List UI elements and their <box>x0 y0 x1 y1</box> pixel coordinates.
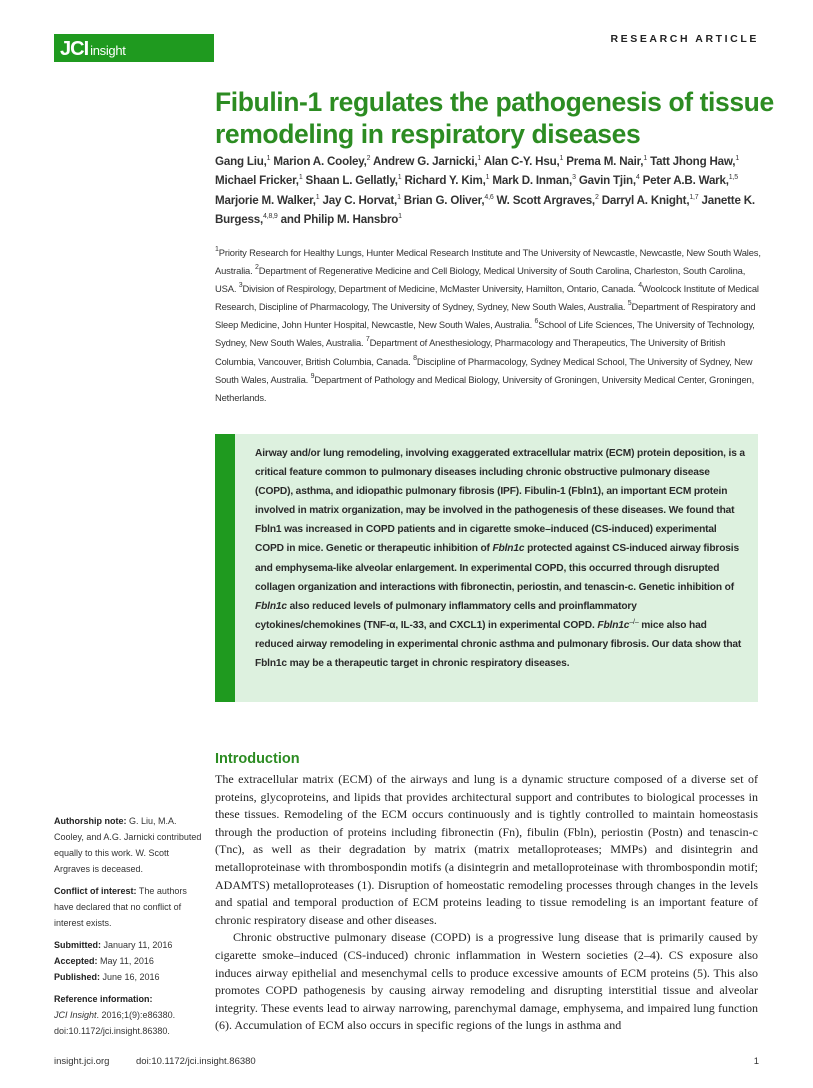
author: Peter A.B. Wark, <box>642 174 729 188</box>
label: Conflict of interest: <box>54 886 137 896</box>
jci-insight-logo <box>54 34 214 62</box>
author: Richard Y. Kim, <box>404 174 486 188</box>
affiliation-number: 3 <box>238 282 243 290</box>
affiliation: Woolcock Institute of Medical Research, Discipline of Pharmacology, The University of Sydney, Sydney, New South Wales, Australia. <box>215 283 759 313</box>
abstract-box <box>215 434 758 702</box>
author-affiliation-mark: 2 <box>366 155 371 162</box>
author-affiliation-mark: 4,8,9 <box>263 212 278 220</box>
author-affiliation-mark: 1 <box>735 155 740 162</box>
author-affiliation-mark: 1 <box>485 174 490 182</box>
genotype-superscript: –/– <box>629 618 639 626</box>
author: W. Scott Argraves, <box>496 193 595 207</box>
abstract-segment: also reduced levels of pulmonary inflammatory cells and proinflammatory cytokines/chemokines (TNF-α, IL-33, and CXCL1) in experimental COPD. <box>255 600 637 631</box>
author-affiliation-mark: 1 <box>397 174 402 182</box>
logo-jci: JCI <box>60 38 89 60</box>
affiliation-number: 7 <box>365 336 370 344</box>
author: Prema M. Nair, <box>566 155 644 168</box>
introduction-heading: Introduction <box>215 751 300 767</box>
affiliation: Discipline of Pharmacology, Sydney Medical School, The University of Sydney, New South Wales, Australia. <box>215 355 753 385</box>
author-affiliation-mark: 1 <box>559 155 564 162</box>
author-affiliation-mark: 1 <box>398 212 402 220</box>
affiliation-number: 5 <box>627 300 632 308</box>
author-affiliation-mark: 1,5 <box>728 174 738 182</box>
author-affiliation-mark: 1 <box>266 155 271 162</box>
affiliation: School of Life Sciences, The University of Technology, Sydney, New South Wales, Australia. <box>215 319 755 349</box>
author-affiliation-mark: 4,6 <box>484 193 494 201</box>
author: Alan C-Y. Hsu, <box>483 155 560 168</box>
author: Mark D. Inman, <box>492 174 573 188</box>
author: Gavin Tjin, <box>578 174 636 188</box>
label: Authorship note: <box>54 816 127 826</box>
journal-url[interactable]: insight.jci.org <box>54 1056 110 1067</box>
author: Darryl A. Knight, <box>601 193 690 207</box>
footer-doi[interactable]: doi:10.1172/jci.insight.86380 <box>136 1056 256 1067</box>
abstract-segment: mice also had reduced airway remodeling in experimental chronic asthma and pulmonary fibrosis. Our data show that Fbln1c may be a therapeutic target in chronic respiratory diseases. <box>255 619 742 670</box>
gene-name: Fbln1c <box>255 600 287 612</box>
author-affiliation-mark: 1 <box>397 193 401 201</box>
affiliation: Department of Respiratory and Sleep Medicine, John Hunter Hospital, Newcastle, New South Wales, Australia. <box>215 301 756 331</box>
affiliation-number: 8 <box>413 354 417 362</box>
author-affiliation-mark: 1 <box>298 174 303 182</box>
author: Janette K. Burgess, <box>215 193 755 226</box>
page-number: 1 <box>753 1056 759 1067</box>
author-affiliation-mark: 1,7 <box>689 193 699 201</box>
affiliation: Priority Research for Healthy Lungs, Hunter Medical Research Institute and The University of Newcastle, Newcastle, New South Wales, Australia. <box>215 247 761 277</box>
paragraph: The extracellular matrix (ECM) of the airways and lung is a dynamic structure composed of a diverse set of proteins, glycoproteins, and lipids that provides architectural support and contributes to biological processes in these tissues. Remodeling of the ECM occurs continuously and is tightly controlled to maintain homeostasis through the production of proteins including fibronectin (Fn), fibulin (Fbln), periostin (Postn) and tenascin-c (Tnc), as well as their degradation by matrix (matrix metalloproteases; MMPs) and disintegrin and metalloproteinase with thrombospondin motifs (a disintegrin and metalloproteinase with thrombospondin motif; ADAMTS) metalloproteases (1). Disruption of homeostatic remodeling processes through changes in the levels and spatial and temporal production of ECM proteins leading to tissue remodeling is an important feature of chronic respiratory disease and other diseases. <box>215 772 758 927</box>
author: Marjorie M. Walker, <box>215 193 316 207</box>
conflict-of-interest <box>54 883 204 931</box>
label: Accepted: <box>54 956 98 966</box>
published-date: June 16, 2016 <box>100 972 160 982</box>
author-affiliation-mark: 1 <box>315 193 320 201</box>
submitted-date: January 11, 2016 <box>101 940 173 950</box>
affiliations <box>215 244 763 407</box>
journal-name: JCI Insight <box>54 1010 97 1020</box>
author: Gang Liu, <box>215 155 267 168</box>
abstract-segment: protected against CS-induced airway fibrosis and emphysema-like alveolar enlargement. In experimental COPD, this occurred through disrupted collagen organization and interactions with fibronectin, periostin, and tenascin-c. Genetic inhibition of <box>255 543 739 593</box>
label: Reference information: <box>54 994 153 1004</box>
article-title: Fibulin-1 regulates the pathogenesis of tissue remodeling in respiratory diseases <box>215 87 774 149</box>
author-affiliation-mark: 4 <box>635 174 640 182</box>
gene-name: Fbln1c <box>492 543 525 555</box>
abstract-accent-bar <box>215 434 235 702</box>
affiliation-number: 4 <box>638 282 642 290</box>
affiliation: Department of Pathology and Medical Biology, University of Groningen, University Medical Center, Groningen, Netherlands. <box>215 373 755 403</box>
dates <box>54 937 204 985</box>
article-sidebar <box>54 813 204 1045</box>
label: Published: <box>54 972 101 982</box>
abstract-text <box>255 444 745 673</box>
author-list <box>215 152 775 229</box>
value: The authors have declared that no conflict of interest exists. <box>54 886 187 928</box>
author-affiliation-mark: 2 <box>594 193 599 201</box>
author: Tatt Jhong Haw, <box>650 155 736 168</box>
label: Submitted: <box>54 940 101 950</box>
logo-insight: insight <box>90 43 126 58</box>
value: G. Liu, M.A. Cooley, and A.G. Jarnicki contributed equally to this work. W. Scott Argraves is deceased. <box>54 816 202 874</box>
reference-doi-link[interactable]: doi:10.1172/jci.insight.86380. <box>54 1026 170 1036</box>
author: and Philip M. Hansbro <box>280 212 399 226</box>
affiliation-number: 6 <box>534 318 539 326</box>
paragraph: Chronic obstructive pulmonary disease (COPD) is a progressive lung disease that is primarily caused by cigarette smoke–induced (CS-induced) chronic inflammation in Western societies (2–4). CS exposure also induces airway epithelial and mesenchymal cells to produce excessive amounts of ECM proteins (5). This also promotes COPD pathogenesis by causing airway remodeling and disrupting interstitial tissue and alveolar integrity. These events lead to airway narrowing, parenchymal damage, emphysema, and impaired lung function (6). Accumulation of ECM also occurs in specific regions of the lungs in asthma and <box>215 930 758 1033</box>
affiliation-number: 9 <box>310 372 315 380</box>
affiliation: Department of Anesthesiology, Pharmacology and Therapeutics, The University of British Columbia, Vancouver, British Columbia, Canada. <box>215 337 726 367</box>
introduction-body <box>215 771 758 1033</box>
abstract-segment: Airway and/or lung remodeling, involving exaggerated extracellular matrix (ECM) protein deposition, is a critical feature common to pulmonary diseases including chronic obstructive pulmonary disease (COPD), asthma, and idiopathic pulmonary fibrosis (IPF). Fibulin-1 (Fbln1), an important ECM protein involved in matrix organization, may be involved in the pathogenesis of these diseases. We found that Fbln1 was increased in COPD patients and in cigarette smoke–induced (CS-induced) experimental COPD in mice. Genetic or therapeutic inhibition of <box>255 448 745 555</box>
accepted-date: May 11, 2016 <box>97 956 154 966</box>
author: Brian G. Oliver, <box>403 193 485 207</box>
author: Marion A. Cooley, <box>273 155 367 168</box>
author-affiliation-mark: 3 <box>572 174 576 182</box>
affiliation-number: 1 <box>215 246 219 253</box>
author: Jay C. Horvat, <box>322 193 398 207</box>
author: Michael Fricker, <box>215 174 299 188</box>
citation: . 2016;1(9):e86380. <box>96 1010 176 1020</box>
gene-name: Fbln1c <box>597 619 630 631</box>
authorship-note <box>54 813 204 877</box>
author-affiliation-mark: 1 <box>643 155 648 162</box>
reference-information <box>54 991 204 1039</box>
article-type-label: RESEARCH ARTICLE <box>610 33 759 45</box>
author: Andrew G. Jarnicki, <box>372 155 478 168</box>
affiliation: Department of Regenerative Medicine and Cell Biology, Medical University of South Carolina, Charleston, South Carolina, USA. <box>215 265 746 295</box>
author: Shaan L. Gellatly, <box>305 174 398 188</box>
author-affiliation-mark: 1 <box>477 155 482 162</box>
affiliation: Division of Respirology, Department of Medicine, McMaster University, Hamilton, Ontario, Canada. <box>242 283 639 295</box>
affiliation-number: 2 <box>255 264 259 272</box>
